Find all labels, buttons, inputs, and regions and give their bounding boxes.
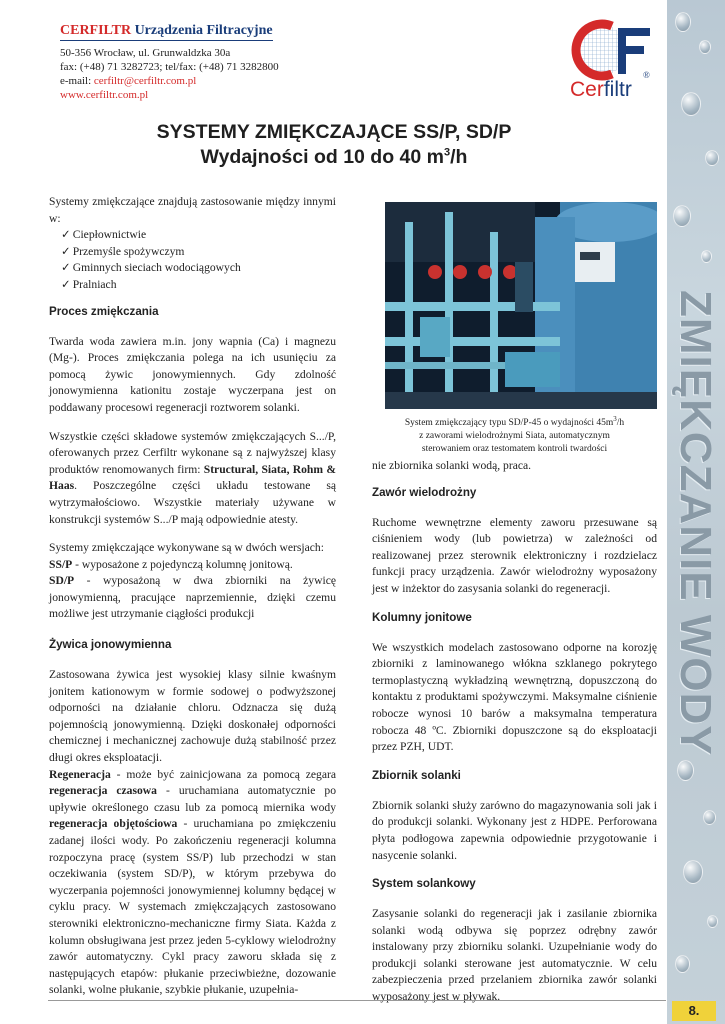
paragraph: Zasysanie solanki do regeneracji jak i zasilanie zbiornika solanki wodą odbywa się poprzez odrębny zawór instalowany przy zbiorniku solanki. Uzupełnianie wody do produkcji solanki sterowane jest automatycznie. W celu zabezpieczenia przed przelaniem zbiornika zawór solanki wyposażony jest w pływak.: [372, 907, 657, 1004]
photo-caption: [372, 413, 657, 456]
section-heading: Zawór wielodrożny: [372, 485, 477, 499]
water-drop-icon: [699, 40, 711, 54]
section-heading: System solankowy: [372, 877, 476, 891]
section-heading: Zbiornik solanki: [372, 768, 461, 782]
paragraph: Ruchome wewnętrzne elementy zaworu przesuwane są ciśnieniem wody (lub powietrza) w zależności od realizowanej przez sterownik elektroniczny i rozdzielacz funkcji pracy urządzenia. Zawór wielodrożny wyposażony jest w inżektor do zasysania solanki do regeneracji.: [372, 515, 657, 595]
list-item: ✓ Ciepłownictwie: [61, 227, 336, 244]
water-drop-icon: [681, 92, 701, 116]
address: 50-356 Wrocław, ul. Grunwaldzka 30a: [60, 47, 231, 59]
list-item: ✓ Przemyśle spożywczym: [61, 244, 336, 261]
page-number: 8.: [672, 1001, 716, 1021]
version-ss: SS/P - wyposażone z pojedynczą kolumnę jonitową.: [49, 557, 293, 571]
phone-fax: fax: (+48) 71 3282723; tel/fax: (+48) 71 3282800: [60, 61, 279, 73]
registered-mark: ®: [643, 70, 650, 80]
water-drop-icon: [707, 915, 718, 928]
section-heading: Kolumny jonitowe: [372, 610, 472, 624]
email-line: e-mail: cerfiltr@cerfiltr.com.pl: [60, 75, 197, 87]
section-heading: Proces zmiękczania: [49, 304, 159, 318]
caption-line: sterowaniem oraz testomatem kontroli twardości: [421, 444, 608, 455]
paragraph: Regeneracja - może być zainicjowana za pomocą zegara regeneracja czasowa - uruchamiana automatycznie po upływie określonego czasu lub za pomocą miernika wody regeneracja objętościowa - uruchamiana po zmiękczeniu zadanej ilości wody. Po zakończeniu regeneracji kolumna rozpoczyna pracę (system SS/P) lub przechodzi w stan oczekiwania (system SD/P), w którym przebywa do wyczerpania pojemności jonowymiennej kolumny będącej w cyklu pracy. W systemach zmiękczających zastosowano sterowniki elektroniczno-mechaniczne firmy Siata. Każda z kolumn obsługiwana jest przez jeden 5-cyklowy wielodrożny zawór automatyczny. Cykl pracy zaworu składa się z następujących etapów: płukanie przeciwbieżne, dozowanie solanki, wolne płukanie, szybkie płukanie, uzupełnia-: [49, 767, 336, 997]
paragraph: Wszystkie części składowe systemów zmiękczających S.../P, oferowanych przez Cerfiltr wykonane są z najwyższej klasy produktów renomowanych firm: Structural, Siata, Rohm & Haas. Poszczególne części układu testowane są wytrzymałościowo. Wszystkie materiały używane w konstrukcji systemów S.../P mają odpowiednie atesty.: [49, 429, 336, 526]
water-drop-icon: [705, 150, 719, 166]
paragraph: nie zbiornika solanki wodą, praca.: [372, 459, 532, 472]
paragraph: We wszystkich modelach zastosowano odporne na korozję zbiorniki z laminowanego włókna szklanego pokrytego termoplastyczną wykładziną wewnętrzną, dopuszczoną do kontaktu z produktami spożywczymi. Maksymalne ciśnienie robocze wynosi 10 barów a maksymalna temperatura robocza 48 ºC. Zbiorniki dopuszczone są do eksploatacji przez PZH, UDT.: [372, 640, 657, 754]
left-column: [49, 194, 336, 1011]
paragraph: Systemy zmiękczające wykonywane są w dwóch wersjach:: [49, 541, 324, 555]
water-drop-icon: [677, 760, 694, 781]
list-item: ✓ Pralniach: [61, 277, 336, 294]
side-title: ZMIĘKCZANIE WODY: [671, 290, 720, 756]
page-subtitle: Wydajności od 10 do 40 $m^3/h$: [200, 146, 468, 168]
website-link[interactable]: www.cerfiltr.com.pl: [60, 89, 149, 101]
softener-system-illustration: [385, 202, 657, 409]
paragraph: Zastosowana żywica jest wysokiej klasy silnie kwaśnym jonitem kationowym w formie sodowej o podwyższonej odporności na działanie chloru. Odznacza się dużą pojemnością jonowymienną. Dzięki doskonałej odporności chemicznej i mechanicznej zachowuje dużą stabilność przez długi okres eksploatacji.: [49, 668, 336, 765]
water-drop-icon: [675, 955, 690, 973]
water-drop-icon: [683, 860, 703, 884]
section-heading: Żywica jonowymienna: [49, 638, 172, 652]
version-sd: SD/P - wyposażoną w dwa zbiorniki na żywicę jonowymienną, pracujące naprzemiennie, dzięki czemu możliwe jest utrzymanie ciągłości produkcji: [49, 574, 336, 621]
water-drop-icon: [703, 810, 716, 825]
brand-name: CERFILTR Urządzenia Filtracyjne: [60, 24, 273, 41]
page-title: SYSTEMY ZMIĘKCZAJĄCE SS/P, SD/P: [156, 121, 512, 143]
list-item: ✓ Gminnych sieciach wodociągowych: [61, 260, 336, 277]
email-link[interactable]: cerfiltr@cerfiltr.com.pl: [93, 75, 197, 87]
caption-line: z zaworami wielodrożnymi Siata, automatycznym: [419, 431, 610, 442]
water-drop-icon: [675, 12, 691, 32]
applications-list: [49, 227, 336, 293]
company-header: [60, 24, 279, 102]
right-column: [372, 458, 657, 1018]
intro-text: Systemy zmiękczające znajdują zastosowanie między innymi w:: [49, 195, 336, 225]
footer-divider: [48, 1000, 666, 1001]
water-drop-icon: [701, 250, 712, 263]
water-drop-icon: [673, 205, 691, 227]
caption-line: System zmiękczający typu SD/P-45 o wydajności $45m^3/h$: [404, 415, 625, 429]
softener-system-photo: [385, 202, 657, 409]
paragraph: Zbiornik solanki służy zarówno do magazynowania soli jak i do produkcji solanki. Wykonany jest z HDPE. Perforowana płyta podłogowa zapewnia odpowiednie przygotowanie i nasycenie solanki.: [372, 798, 657, 862]
paragraph: Twarda woda zawiera m.in. jony wapnia (Ca) i magnezu (Mg-). Proces zmiękczania polega na ich usunięciu za pomocą żywic jonowymiennych. Gdy zdolność jonowymienna kationitu zostaje wyczerpana jest on poddawany procesowi regeneracji roztworem solanki.: [49, 334, 336, 414]
logo-text: Cerfiltr: [570, 78, 632, 101]
